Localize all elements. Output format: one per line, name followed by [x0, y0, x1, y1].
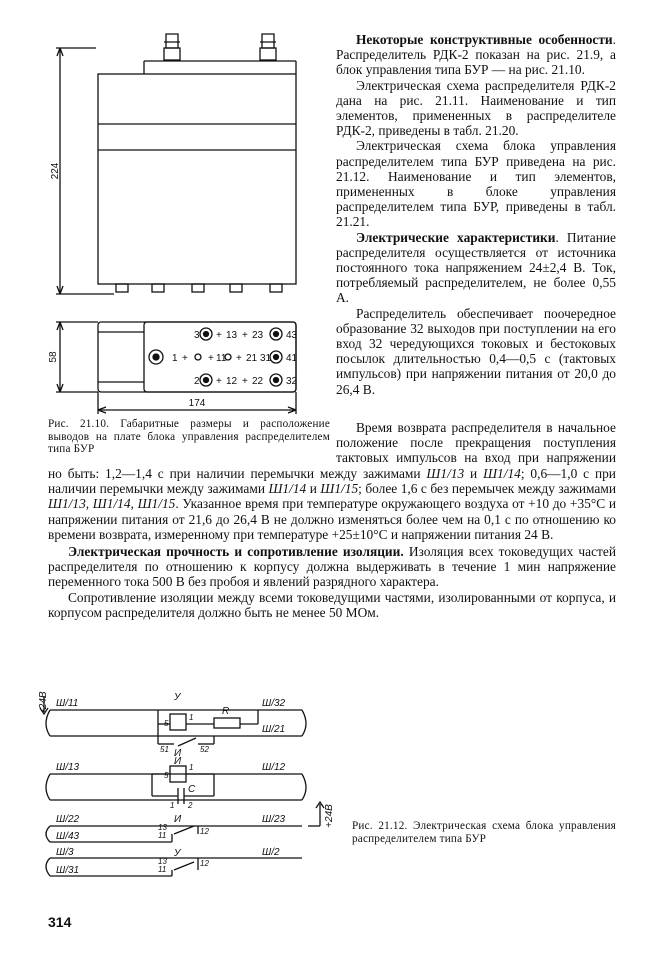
svg-text:+: + — [208, 353, 214, 364]
svg-text:41: 41 — [286, 353, 298, 364]
svg-text:+: + — [216, 330, 222, 341]
svg-text:1: 1 — [170, 801, 175, 810]
svg-text:3: 3 — [194, 330, 200, 341]
svg-text:22: 22 — [252, 376, 264, 387]
svg-text:Ш/23: Ш/23 — [262, 814, 286, 825]
contact-I-51-52 — [178, 738, 196, 746]
paragraph-insulation: Электрическая прочность и сопротивление изоляции. Изоляция всех токоведущих частей распределителя по отношению к корпусу должна выдерживать в течение 1 мин напряжение переменного тока 500 В без пробоя и явлений разрядного характера. — [48, 544, 616, 590]
supply-minus-label: -24В — [38, 691, 49, 713]
svg-text:Ш/13: Ш/13 — [56, 762, 80, 773]
svg-text:У: У — [174, 692, 181, 703]
svg-text:+: + — [236, 353, 242, 364]
svg-text:Ш/12: Ш/12 — [262, 762, 286, 773]
svg-text:1: 1 — [189, 763, 194, 772]
svg-text:И: И — [174, 814, 182, 825]
svg-text:12: 12 — [200, 827, 209, 836]
svg-text:Ш/3: Ш/3 — [56, 847, 74, 858]
contact-I-13-12 — [174, 826, 194, 834]
dim-height-label: 224 — [50, 162, 61, 180]
svg-text:52: 52 — [200, 745, 209, 754]
paragraph-electrical-heading: Электрические характеристики — [356, 229, 556, 245]
paragraph-return-time — [48, 466, 616, 620]
svg-text:И: И — [174, 756, 182, 767]
paragraph-insulation-heading: Электрическая прочность и сопротивление изоляции. — [68, 544, 404, 560]
paragraph-return-time-start: Время возврата распределителя в начальное положение после прекращения поступления тактовых импульсов на вход при напряжении — [336, 420, 616, 466]
svg-text:11: 11 — [158, 865, 167, 874]
svg-text:Ш/21: Ш/21 — [262, 724, 286, 735]
svg-text:Ш/22: Ш/22 — [56, 814, 80, 825]
relay-coil-U — [170, 714, 186, 730]
dim-depth-label: 58 — [48, 351, 59, 363]
svg-text:11: 11 — [158, 831, 167, 840]
svg-text:51: 51 — [160, 745, 169, 754]
svg-text:R: R — [222, 706, 230, 717]
svg-text:5: 5 — [164, 719, 169, 728]
svg-text:21: 21 — [246, 353, 258, 364]
svg-text:Ш/32: Ш/32 — [262, 698, 286, 709]
svg-text:11: 11 — [216, 353, 227, 364]
svg-text:43: 43 — [286, 330, 298, 341]
svg-text:+: + — [216, 376, 222, 387]
paragraph-constructive-heading: Некоторые конструктивные особенности — [356, 32, 613, 47]
svg-text:12: 12 — [200, 859, 209, 868]
svg-text:23: 23 — [252, 330, 264, 341]
svg-text:Ш/43: Ш/43 — [56, 831, 80, 842]
paragraph-outputs: Распределитель обеспечивает поочередное образование 32 выходов при поступлении на его вход 32 чередующихся токовых и бестоковых посылок длительностью 0,4—0,5 с (тактовых импульсов) при напряжении питания от 20,0 до 26,4 В. — [336, 305, 616, 397]
svg-text:1: 1 — [189, 713, 194, 722]
svg-text:12: 12 — [226, 376, 238, 387]
svg-text:Ш/11: Ш/11 — [56, 698, 79, 709]
svg-text:32: 32 — [286, 376, 298, 387]
supply-plus-label: +24В — [324, 804, 335, 828]
figure-21-12-schematic — [36, 684, 336, 892]
contact-U-13-12 — [174, 862, 194, 870]
svg-text:13: 13 — [226, 330, 238, 341]
paragraph-scheme-bur: Электрическая схема блока управления распределителем типа БУР приведена на рис. 21.12. Наименование и тип элементов, примененных в блоке управления распределителем типа БУР, приведены в табл. 21.21. — [336, 138, 616, 230]
page-number: 314 — [48, 914, 72, 930]
svg-text:У: У — [174, 848, 181, 859]
svg-text:2: 2 — [188, 801, 193, 810]
right-column — [336, 32, 616, 397]
top-stud-right — [260, 48, 276, 60]
paragraph-return-time-cont: но быть: 1,2—1,4 с при наличии перемычки между зажимами Ш1/13 и Ш1/14; 0,6—1,0 с при наличии перемычки между зажимами Ш1/14 и Ш1/15; более 1,6 с без перемычек между зажимами Ш1/13, Ш1/14, Ш1/15. Указанное время при температуре окружающего воздуха от +10 до +35°С и напряжении питания от 21,6 до 26,4 В не должно изменяться более чем на 0,1 с по отношению ко времени возврата, измеренному при температуре +25±10°С и напряжении питания 24 В. — [48, 466, 617, 542]
svg-text:Ш/31: Ш/31 — [56, 865, 80, 876]
svg-text:1: 1 — [172, 353, 178, 364]
dim-width-label: 174 — [188, 398, 206, 409]
svg-text:13: 13 — [158, 823, 167, 832]
svg-text:2: 2 — [194, 376, 200, 387]
body-outline — [98, 74, 296, 284]
resistor-R — [214, 718, 240, 728]
paragraph-scheme-rdk: Электрическая схема распределителя РДК-2 дана на рис. 21.11. Наименование и тип элементов, примененных в распределителе РДК-2, приведены в табл. 21.20. — [336, 77, 616, 139]
paragraph-resistance: Сопротивление изоляции между всеми токоведущими частями, изолированными от корпуса, и корпусом распределителя должно быть не менее 50 МОм. — [48, 589, 616, 620]
figure-21-12-caption: Рис. 21.12. Электрическая схема блока управления распределителем типа БУР — [352, 820, 616, 845]
paragraph-electrical: Электрические характеристики. Питание распределителя осуществляется от источника постоянного тока напряжением 24±2,4 В. Ток, потребляемый распределителем, не более 0,55 А. — [336, 229, 616, 306]
figure-21-10-drawing — [48, 28, 330, 428]
paragraph-constructive: Некоторые конструктивные особенности. Распределитель РДК-2 показан на рис. 21.9, а блок управления типа БУР — на рис. 21.10. — [336, 32, 616, 78]
svg-text:+: + — [182, 353, 188, 364]
top-stud-left — [164, 48, 180, 60]
svg-text:Ш/2: Ш/2 — [262, 847, 280, 858]
svg-text:+: + — [242, 330, 248, 341]
svg-text:13: 13 — [158, 857, 167, 866]
svg-text:+: + — [242, 376, 248, 387]
svg-text:31: 31 — [260, 353, 272, 364]
figure-21-10-caption: Рис. 21.10. Габаритные размеры и расположение выводов на плате блока управления распределителем типа БУР — [48, 418, 330, 456]
svg-text:C: C — [188, 784, 196, 795]
svg-text:И: И — [174, 748, 182, 759]
svg-text:5: 5 — [164, 771, 169, 780]
